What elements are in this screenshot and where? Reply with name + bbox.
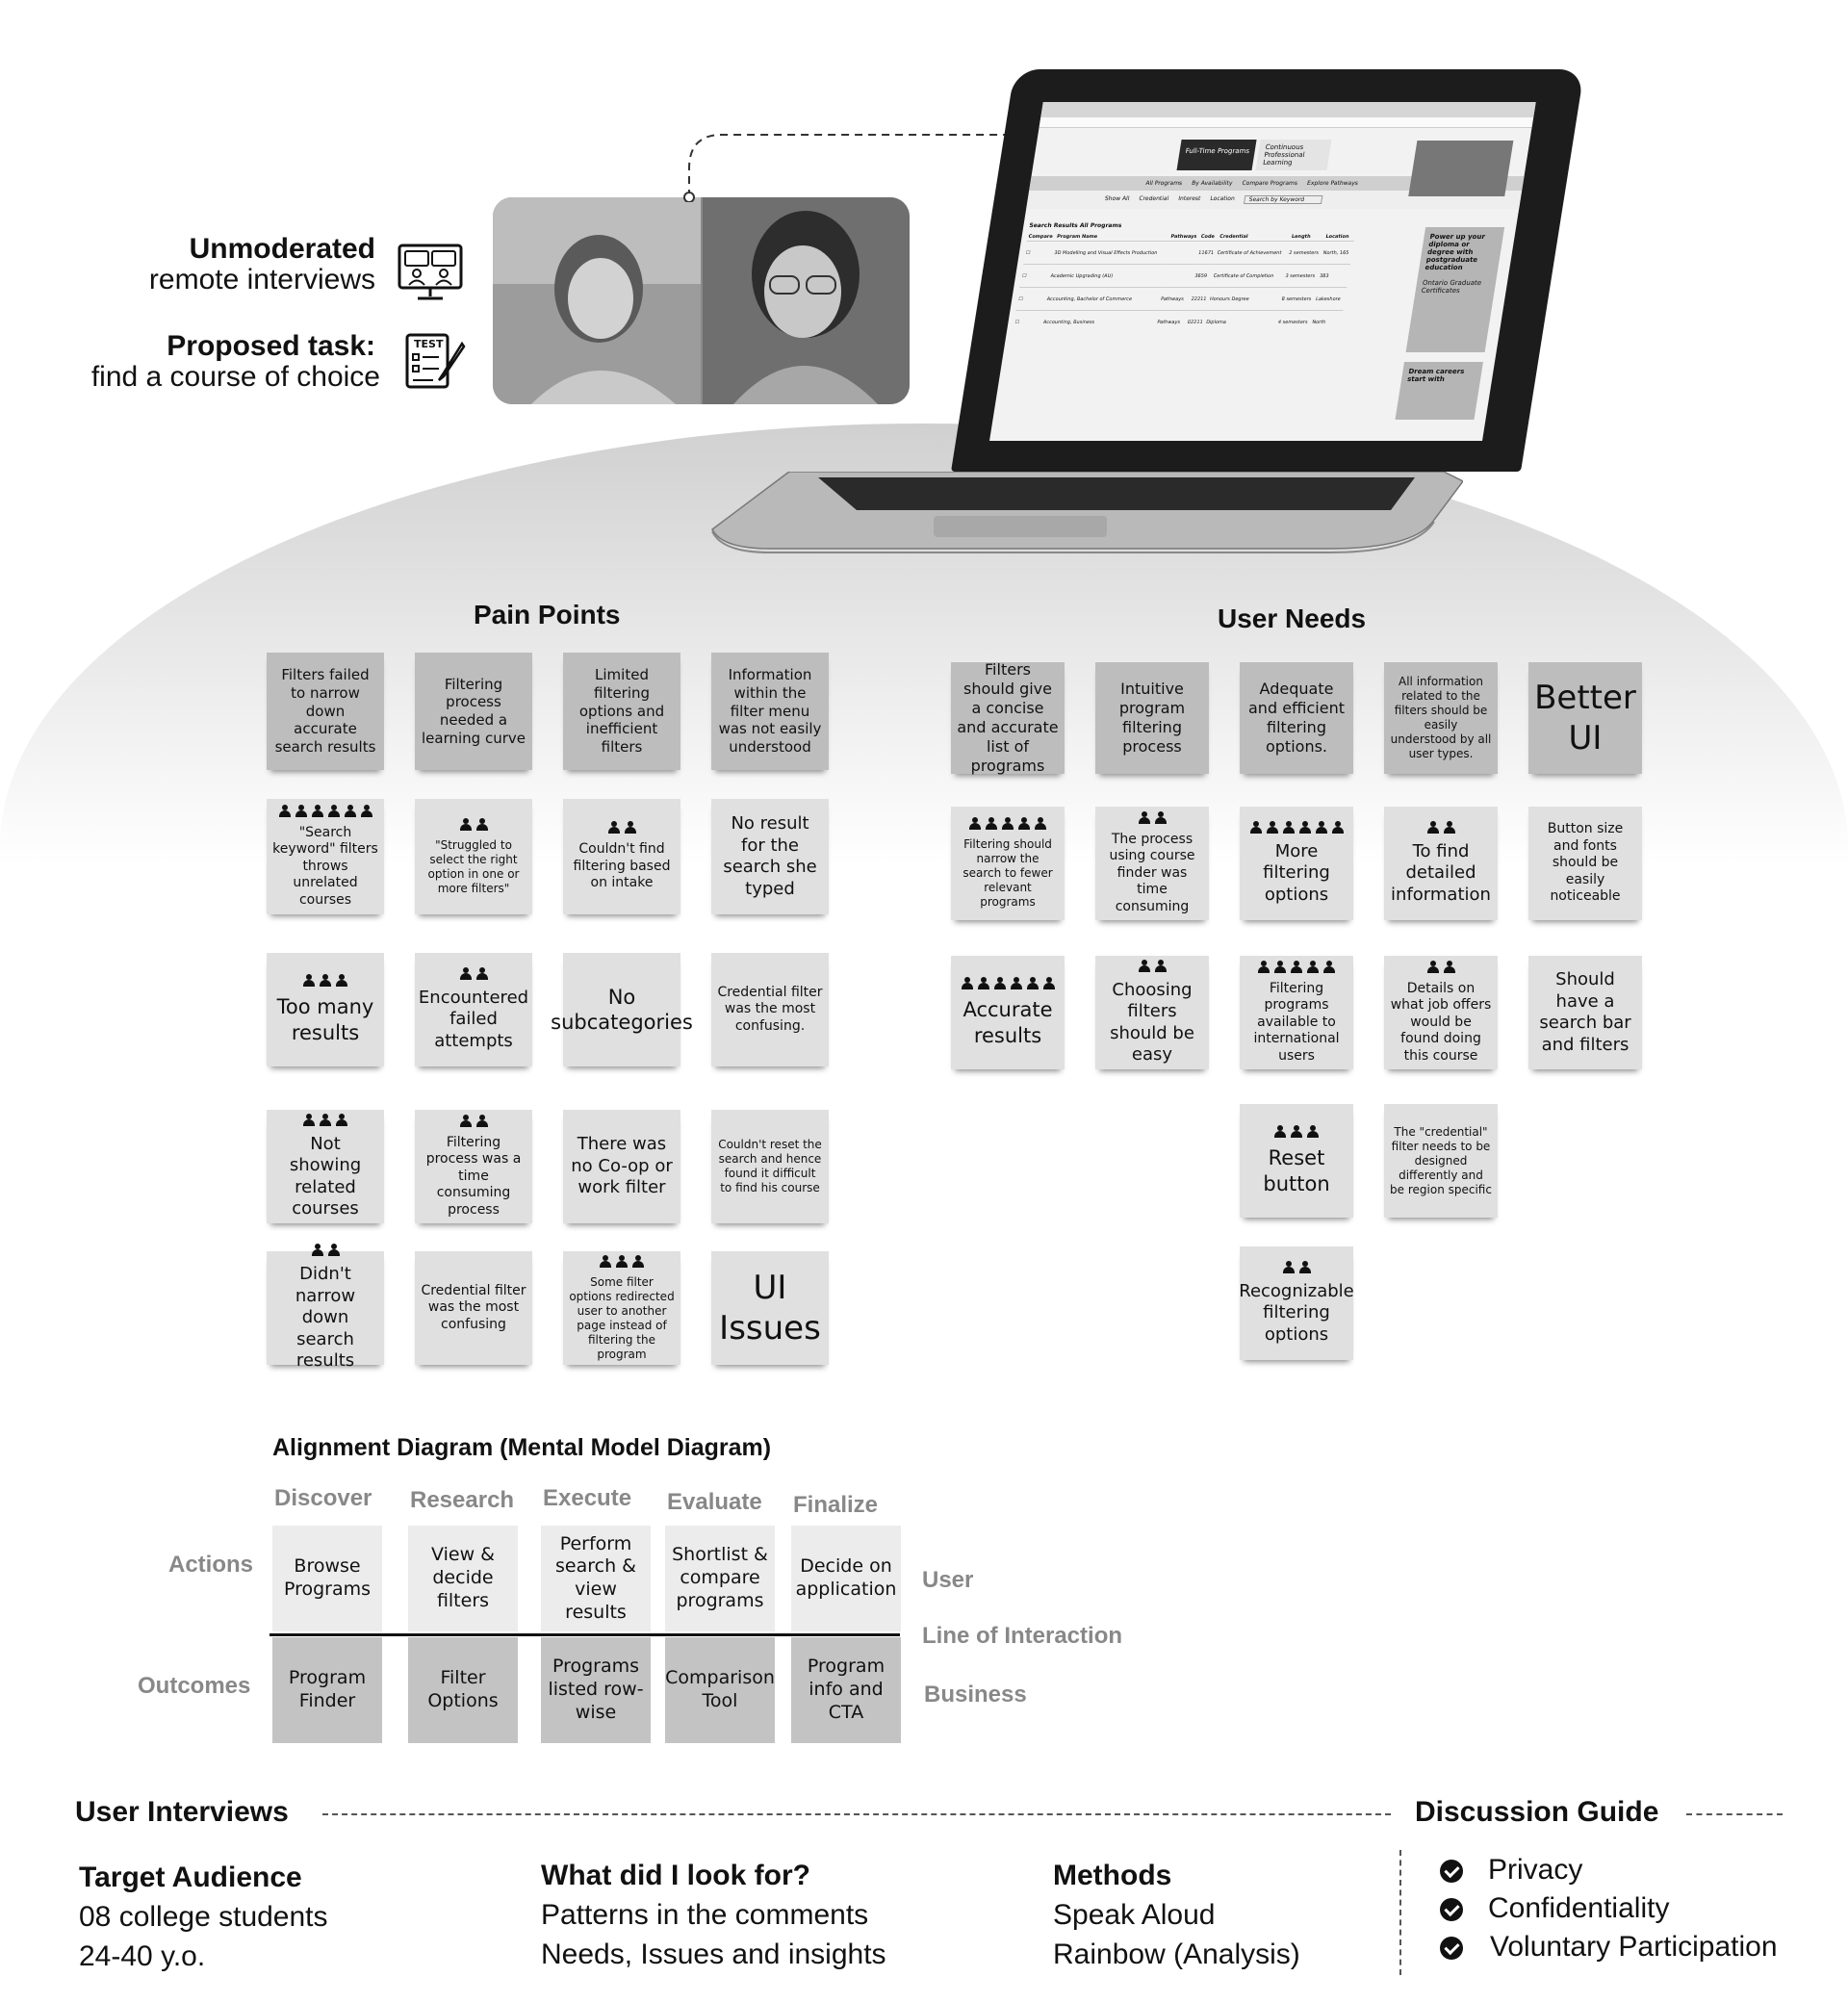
table-row[interactable]: ☐ 3D Modelling and Visual Effects Production 11671 Certificate of Achievement 2 semesters North, 165 [1023,242,1354,265]
person-icon [1139,811,1150,824]
person-icon [1274,1125,1286,1138]
person-icon [460,818,472,831]
user-need-header-note [1240,662,1353,774]
pain-point-note [711,953,829,1066]
discussion-guide-title: Discussion Guide [1415,1796,1659,1828]
screen-promo-link[interactable]: Ontario Graduate Certificates [1421,279,1482,295]
sticky-note-text: Button size and fonts should be easily noticeable [1547,821,1624,905]
sticky-note-text: Credential filter was the most confusing. [717,984,823,1034]
methods-line: Speak Aloud [1053,1899,1216,1931]
person-icon [303,1114,315,1126]
people-count-icon [303,1114,347,1126]
person-icon [1002,817,1014,830]
divider-dashed [1686,1813,1783,1815]
person-icon [295,805,307,817]
people-count-icon [312,1244,340,1256]
pain-point-note [563,1251,680,1365]
people-count-icon [279,805,372,817]
methods-heading: Methods [1053,1860,1172,1891]
action-box: Perform search & view results [541,1526,651,1631]
user-need-note [1240,1104,1353,1218]
user-need-header-note [951,662,1065,774]
sticky-note-text: Didn't narrow down search results [295,1264,356,1372]
people-count-icon [460,818,488,831]
sticky-note-text: Filtering process was a time consuming process [425,1134,522,1218]
screen-results-title: Search Results All Programs [1028,222,1122,229]
sticky-note-text: No subcategories [551,985,693,1034]
guide-item: Privacy [1488,1854,1583,1886]
person-icon [336,974,347,987]
person-icon [476,1115,488,1127]
people-count-icon [1258,961,1335,973]
user-need-note [1528,956,1642,1069]
person-icon [616,1255,628,1268]
pain-point-note [563,799,680,914]
lookfor-heading: What did I look for? [541,1860,810,1891]
sticky-note-text: Filtering process needed a learning curve [422,675,526,747]
person-icon [312,805,323,817]
people-count-icon [1274,1125,1319,1138]
sticky-note-text: To find detailed information [1391,840,1491,905]
person-icon [969,817,981,830]
person-icon [320,1114,331,1126]
person-icon [1332,821,1344,834]
person-icon [1258,961,1270,973]
sticky-note-text: UI Issues [719,1268,821,1348]
person-icon [361,805,372,817]
stage-label: Evaluate [667,1489,762,1515]
outcome-box: Program Finder [272,1637,382,1743]
user-need-header-note [1095,662,1209,774]
pain-point-header-note [711,653,829,770]
pain-point-note [551,953,693,1066]
person-icon [1291,961,1302,973]
person-icon [476,818,488,831]
person-icon [1316,821,1327,834]
person-icon [1139,960,1150,972]
person-icon [1307,1125,1319,1138]
person-icon [1155,960,1167,972]
sticky-note-text: Better UI [1534,678,1636,758]
task-heading: Proposed task: [167,330,375,362]
person-icon [1299,1261,1311,1273]
person-icon [279,805,291,817]
sticky-note-text: Filters failed to narrow down accurate search results [274,666,376,757]
table-row[interactable]: ☐ Accounting, Bachelor of Commerce Pathways 22211 Honours Degree 8 semesters Lakeshore [1015,288,1347,311]
divider-dashed [322,1813,1391,1815]
person-icon [1307,961,1319,973]
pain-point-note [415,1251,532,1365]
pain-point-note [711,1251,829,1365]
sticky-note-text: Reset button [1263,1146,1330,1195]
screen-promo-panel [1406,227,1505,352]
sticky-note-text: Encountered failed attempts [418,987,529,1051]
sticky-note-text: No result for the search she typed [723,813,817,899]
stage-label: Research [410,1487,515,1513]
person-icon [986,817,997,830]
person-icon [1444,961,1455,973]
sticky-note-text: Some filter options redirected user to another page instead of filtering the program [569,1274,675,1361]
person-icon [328,1244,340,1256]
person-icon [1427,961,1439,973]
person-icon [632,1255,644,1268]
outcomes-label: Outcomes [138,1673,251,1699]
pain-points-title: Pain Points [474,600,621,629]
person-icon [1299,821,1311,834]
screen-filter[interactable]: Credential [1138,195,1169,202]
outcome-box: Program info and CTA [791,1637,901,1743]
person-icon [1027,977,1039,989]
table-row[interactable]: ☐ Academic Upgrading (AU) 3659 Certificate of Completion 3 semesters 383 [1019,265,1350,288]
user-need-header-note [1384,662,1498,774]
pain-point-note [415,799,532,914]
stage-label: Execute [543,1485,632,1511]
user-need-note [1240,807,1353,920]
people-count-icon [303,974,347,987]
sticky-note-text: Adequate and efficient filtering options. [1248,680,1345,756]
video-call-icon [397,243,464,302]
person-icon [1274,961,1286,973]
person-icon [978,977,989,989]
laptop-screen [989,102,1536,441]
sticky-note-text: Choosing filters should be easy [1110,979,1194,1065]
user-need-note [1095,807,1209,920]
person-icon [303,974,315,987]
lookfor-line: Patterns in the comments [541,1899,869,1931]
pain-point-header-note [415,653,532,770]
pain-point-note [415,1110,532,1223]
check-icon [1440,1860,1463,1883]
actions-label: Actions [168,1552,254,1578]
person-icon [1043,977,1055,989]
person-icon [625,821,636,834]
svg-text:TEST: TEST [414,338,444,350]
user-need-note [1095,956,1209,1069]
sticky-note-text: The process using course finder was time consuming [1109,831,1195,914]
method-subtext: remote interviews [148,264,375,295]
people-count-icon [608,821,636,834]
pain-point-note [267,1110,384,1223]
person-icon [460,1115,472,1127]
user-need-note [951,956,1065,1069]
sticky-note-text: Limited filtering options and inefficient filters [578,666,665,757]
sticky-note-text: There was no Co-op or work filter [571,1134,673,1198]
pain-point-note [267,799,384,914]
sticky-note-text: Should have a search bar and filters [1539,969,1631,1055]
guide-item: Confidentiality [1488,1892,1670,1924]
sticky-note-text: Filtering programs available to international users [1253,980,1340,1064]
test-checklist-icon [404,332,468,390]
person-icon [336,1114,347,1126]
stage-label: Discover [274,1485,372,1511]
check-icon [1440,1937,1463,1960]
person-icon [1291,1125,1302,1138]
people-count-icon [1139,960,1167,972]
person-icon [1444,821,1455,834]
sticky-note-text: Intuitive program filtering process [1118,680,1186,756]
pain-point-note [415,953,532,1066]
screen-tab-cpl[interactable]: Continuous Professional Learning [1256,140,1332,170]
screen-filter[interactable]: Show All [1104,195,1130,202]
laptop-keyboard-base [703,472,1463,553]
sticky-note-text: Couldn't reset the search and hence found it difficult to find his course [718,1138,822,1194]
sticky-note-text: Couldn't find filtering based on intake [573,841,671,891]
screen-subnav-item[interactable]: By Availability [1191,180,1234,187]
screen-results-table: Compare Program Name Pathways Code Credential Length Location ☐ 3D Modelling and Visual Effects Production 11671 Certificate of Achievement 2 semesters North, 165 ☐ Academic Upgrading (AU) 3659 Certificate of Completion 3 semesters 383 ☐ Accounting, Bachelor of Commerce Pathways 22211 Honours Degree 8 semesters Lakeshore ☐ Accounting, Business Pathways 02211 Diploma 4 semesters North [1013,233,1356,334]
outcome-box: Programs listed row-wise [541,1637,651,1743]
person-icon [994,977,1006,989]
pain-point-header-note [563,653,680,770]
action-box: Shortlist & compare programs [665,1526,775,1631]
people-count-icon [1250,821,1344,834]
screen-tab-fulltime[interactable]: Full-Time Programs [1177,140,1257,170]
sticky-note-text: Information within the filter menu was not easily understood [718,666,822,757]
person-icon [600,1255,611,1268]
user-need-note [951,807,1065,920]
user-interviews-title: User Interviews [75,1796,289,1828]
people-count-icon [1283,1261,1311,1273]
outcome-box: Comparison Tool [665,1637,775,1743]
target-audience-line: 24-40 y.o. [79,1940,206,1972]
pain-point-note [563,1110,680,1223]
action-box: View & decide filters [408,1526,518,1631]
browser-tabbar [1040,102,1536,117]
user-needs-title: User Needs [1218,603,1367,633]
screen-promo2-text: Dream careers start with [1395,362,1483,420]
person-icon [1267,821,1278,834]
user-need-note [1384,956,1498,1069]
table-row[interactable]: ☐ Accounting, Business Pathways 02211 Diploma 4 semesters North [1013,311,1344,334]
people-count-icon [460,967,488,980]
sticky-note-text: Filters should give a concise and accurate list of programs [957,660,1059,775]
interview-video-photo [493,197,910,404]
pain-point-header-note [267,653,384,770]
person-icon [1155,811,1167,824]
outcome-box: Filter Options [408,1637,518,1743]
screen-subnav-item[interactable]: Compare Programs [1241,180,1298,187]
check-icon [1440,1898,1463,1921]
person-icon [608,821,620,834]
person-icon [1323,961,1335,973]
sticky-note-text: Filtering should narrow the search to fewer relevant programs [962,837,1053,909]
screen-filter[interactable]: Interest [1177,195,1201,202]
person-icon [1035,817,1046,830]
divider-dashed-vertical [1399,1850,1401,1975]
sticky-note-text: Credential filter was the most confusing [421,1282,526,1332]
person-icon [312,1244,323,1256]
action-box: Browse Programs [272,1526,382,1631]
sticky-note-text: Recognizable filtering options [1239,1280,1354,1345]
methods-line: Rainbow (Analysis) [1053,1939,1300,1970]
screen-subnav-item[interactable]: Explore Pathways [1306,180,1359,187]
person-icon [345,805,356,817]
person-icon [1283,1261,1295,1273]
sticky-note-text: "Struggled to select the right option in one or more filters" [427,837,520,895]
guide-item: Voluntary Participation [1490,1931,1778,1963]
screen-video-thumbnail [1408,141,1513,196]
sticky-note-text: Accurate results [962,998,1053,1047]
alignment-diagram-title: Alignment Diagram (Mental Model Diagram) [272,1434,772,1461]
business-label: Business [924,1682,1027,1708]
screen-subnav-item[interactable]: All Programs [1144,180,1183,187]
person-icon [1011,977,1022,989]
pain-point-note [267,1251,384,1372]
people-count-icon [1427,961,1455,973]
people-count-icon [962,977,1055,989]
user-need-note [1240,956,1353,1069]
target-audience-heading: Target Audience [79,1862,302,1893]
line-of-interaction [270,1633,900,1636]
sticky-note-text: "Search keyword" filters throws unrelated courses [272,824,378,908]
sticky-note-text: Details on what job offers would be found doing this course [1390,980,1492,1064]
person-icon [328,805,340,817]
person-icon [962,977,973,989]
people-count-icon [460,1115,488,1127]
person-icon [1250,821,1262,834]
pain-point-note [711,1110,829,1223]
pain-point-note [267,953,384,1066]
action-box: Decide on application [791,1526,901,1631]
person-icon [1018,817,1030,830]
people-count-icon [1139,811,1167,824]
screen-promo-text: Power up your diploma or degree with postgraduate education [1424,233,1486,271]
target-audience-line: 08 college students [79,1901,328,1933]
person-icon [320,974,331,987]
line-of-interaction-label: Line of Interaction [922,1623,1123,1649]
sticky-note-text: Not showing related courses [289,1133,362,1219]
user-need-header-note [1528,662,1642,774]
method-heading: Unmoderated [189,233,375,265]
sticky-note-text: The "credential" filter needs to be designed differently and be region specific [1390,1124,1492,1196]
screen-filter[interactable]: Location [1209,195,1236,202]
person-icon [1283,821,1295,834]
user-need-note [1240,1246,1353,1360]
user-need-note [1528,807,1642,920]
sticky-note-text: More filtering options [1263,840,1330,905]
person-icon [460,967,472,980]
screen-search-input[interactable]: Search by Keyword [1244,195,1323,204]
sticky-note-text: Too many results [276,995,374,1044]
lookfor-line: Needs, Issues and insights [541,1939,886,1970]
stage-label: Finalize [793,1492,879,1518]
people-count-icon [969,817,1046,830]
pain-point-note [711,799,829,914]
person-icon [476,967,488,980]
people-count-icon [600,1255,644,1268]
people-count-icon [1427,821,1455,834]
sticky-note-text: All information related to the filters should be easily understood by all user types. [1390,675,1492,760]
task-subtext: find a course of choice [90,361,380,393]
user-need-note [1384,1104,1498,1218]
user-label: User [922,1567,974,1593]
user-need-note [1384,807,1498,920]
person-icon [1427,821,1439,834]
